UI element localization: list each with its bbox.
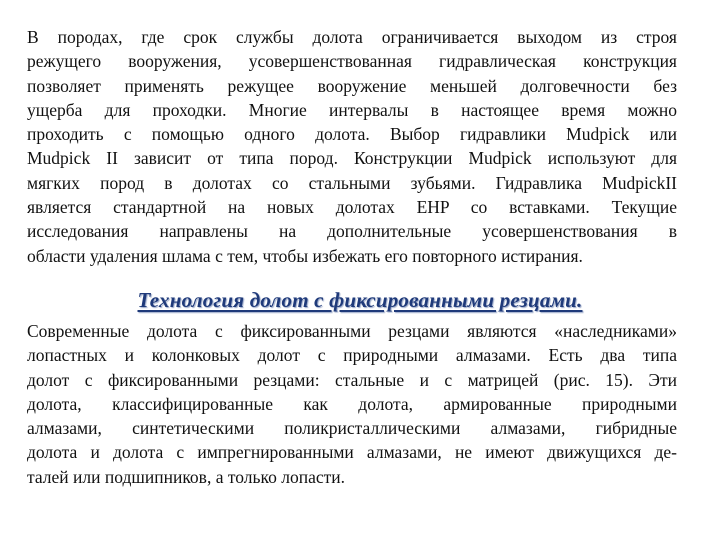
text-line: режущего вооружения, усовершенствованная гидравлическая конструкция [27,51,677,72]
text-line: долота и долота с импрегнированными алмазами, не имеют движущихся де- [27,442,677,463]
text-line: лопастных и колонковых долот с природными алмазами. Есть два типа [27,345,677,366]
text-line: Современные долота с фиксированными резцами являются «наследниками» [27,321,677,341]
text-line: талей или подшипников, а только лопасти. [27,466,345,487]
text-line: долот с фиксированными резцами: стальные и с матрицей (рис. 15). Эти [27,369,677,390]
text-line: мягких пород в долотах со стальными зубьями. Гидравлика MudpickII [27,172,677,193]
section-heading: Технология долот с фиксированными резцами. [137,288,583,312]
text-line: области удаления шлама с тем, чтобы избежать его повторного истирания. [27,245,583,266]
text-line: Mudpick II зависит от типа пород. Конструкции Mudpick используют для [27,148,677,169]
text-line: В породах, где срок службы долота ограничивается выходом из строя [27,27,677,47]
text-line: позволяет применять режущее вооружение меньшей долговечности без [27,75,677,96]
text-line: долота, классифицированные как долота, армированные природными [27,393,677,414]
text-line: ущерба для проходки. Многие интервалы в настоящее время можно [27,99,677,120]
text-line: исследования направлены на дополнительные усовершенствования в [27,221,677,242]
section-paragraph [27,319,677,489]
intro-paragraph [27,25,677,268]
text-line: алмазами, синтетическими поликристаллическими алмазами, гибридные [27,418,677,439]
text-line: проходить с помощью одного долота. Выбор гидравлики Mudpick или [27,124,677,145]
text-line: является стандартной на новых долотах EHP со вставками. Текущие [27,197,677,218]
